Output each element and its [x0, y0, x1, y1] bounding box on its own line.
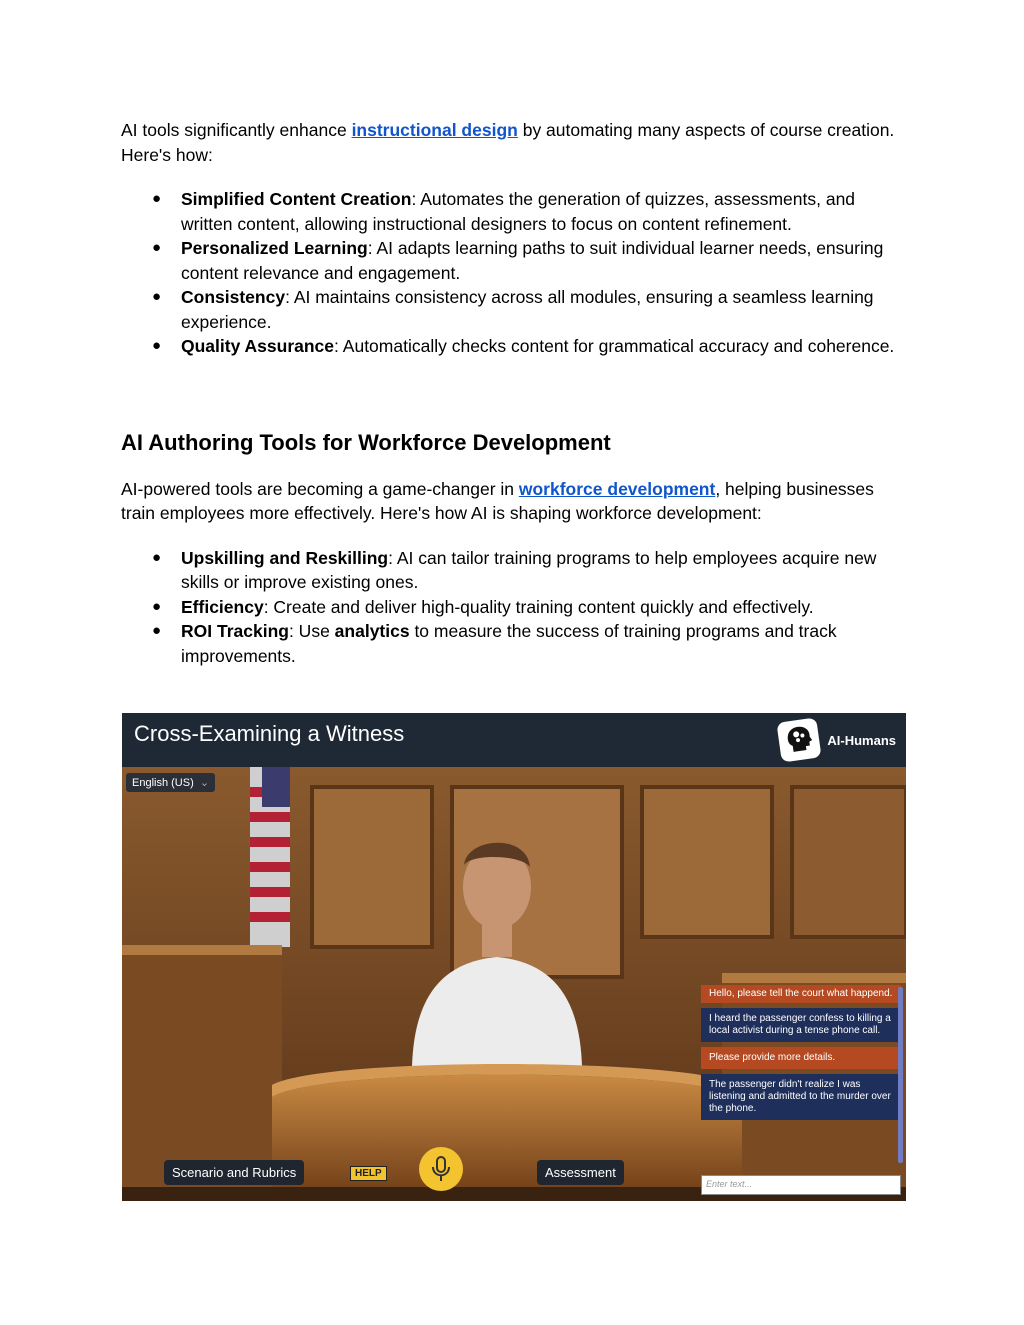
- chevron-down-icon: ⌄: [199, 777, 210, 789]
- list-item-term: Quality Assurance: [181, 336, 335, 356]
- workforce-development-link[interactable]: workforce development: [518, 478, 716, 499]
- bullet-icon: ●: [152, 239, 162, 256]
- brand: [779, 717, 896, 763]
- instructional-design-link[interactable]: instructional design: [351, 120, 518, 140]
- list-item: [121, 546, 911, 595]
- brand-name: AI-Humans: [827, 732, 896, 748]
- courtroom-scene: [122, 767, 906, 1201]
- workforce-list: [121, 546, 911, 669]
- list-item-text: : Automatically checks content for grammatical accuracy and coherence.: [334, 336, 895, 356]
- list-item-term: ROI Tracking: [181, 621, 289, 641]
- chat-text-input[interactable]: Enter text...: [701, 1175, 901, 1195]
- list-item: [121, 285, 911, 334]
- sim-title: Cross-Examining a Witness: [134, 721, 405, 746]
- section-heading: AI Authoring Tools for Workforce Development: [121, 429, 611, 455]
- document-body: [121, 118, 911, 668]
- chat-message-answer: I heard the passenger confess to killing a local activist during a tense phone call.: [701, 1008, 901, 1042]
- list-item: [121, 595, 911, 620]
- microphone-icon: [432, 1156, 450, 1182]
- sim-header: [122, 713, 906, 767]
- list-item: [121, 334, 911, 359]
- bullet-icon: ●: [152, 337, 162, 354]
- list-item-term: Consistency: [181, 287, 286, 307]
- list-item: [121, 236, 911, 285]
- list-item-text: : Create and deliver high-quality training content quickly and effectively.: [263, 596, 814, 617]
- intro-paragraph: [121, 118, 911, 167]
- list-item: [121, 619, 911, 668]
- list-item-text: : AI can tailor training programs to help employees acquire new skills or improve existing ones.: [181, 547, 877, 592]
- workforce-text-start: AI-powered tools are becoming a game-changer in: [121, 478, 519, 499]
- list-item-text: : AI maintains consistency across all modules, ensuring a seamless learning experience.: [181, 287, 874, 332]
- help-button[interactable]: HELP: [350, 1166, 387, 1181]
- brain-head-icon: [777, 717, 822, 762]
- chat-message-question: Hello, please tell the court what happend.: [701, 985, 901, 1003]
- workforce-text-end: , helping businesses train employees more effectively. Here's how AI is shaping workforce development:: [121, 478, 874, 523]
- list-item-text: : AI adapts learning paths to suit individual learner needs, ensuring content relevance and engagement.: [181, 238, 884, 283]
- bullet-icon: ●: [152, 597, 162, 615]
- intro-text-end: by automating many aspects of course creation. Here's how:: [121, 120, 895, 165]
- list-item-term: Personalized Learning: [181, 238, 368, 258]
- bullet-icon: ●: [152, 548, 162, 566]
- chat-message-question: Please provide more details.: [701, 1047, 901, 1069]
- language-value: English (US): [132, 777, 194, 789]
- bullet-icon: ●: [152, 288, 162, 305]
- benefits-list: [121, 187, 911, 359]
- bullet-icon: ●: [152, 190, 162, 207]
- assessment-button[interactable]: Assessment: [537, 1160, 624, 1185]
- chat-scrollbar[interactable]: [898, 987, 903, 1163]
- list-item-term: Efficiency: [181, 596, 264, 617]
- simulation-screenshot: [122, 713, 906, 1201]
- list-item-text: : Automates the generation of quizzes, assessments, and written content, allowing instructional designers to focus on content refinement.: [181, 189, 856, 234]
- intro-text-start: AI tools significantly enhance: [121, 120, 352, 140]
- list-item-term: Simplified Content Creation: [181, 189, 412, 209]
- list-item-term: Upskilling and Reskilling: [181, 547, 389, 568]
- bullet-icon: ●: [152, 622, 162, 639]
- list-item: [121, 187, 911, 236]
- workforce-paragraph: [121, 477, 911, 526]
- chat-panel: [701, 985, 901, 1125]
- list-item-text: : Use: [288, 621, 335, 641]
- scenario-and-rubrics-button[interactable]: Scenario and Rubrics: [164, 1160, 304, 1185]
- microphone-button[interactable]: [419, 1147, 463, 1191]
- language-select[interactable]: [126, 773, 215, 792]
- list-item-text-end: to measure the success of training programs and track improvements.: [181, 621, 837, 666]
- list-item-bold-word: analytics: [334, 621, 410, 641]
- chat-message-answer: The passenger didn't realize I was listening and admitted to the murder over the phone.: [701, 1074, 901, 1120]
